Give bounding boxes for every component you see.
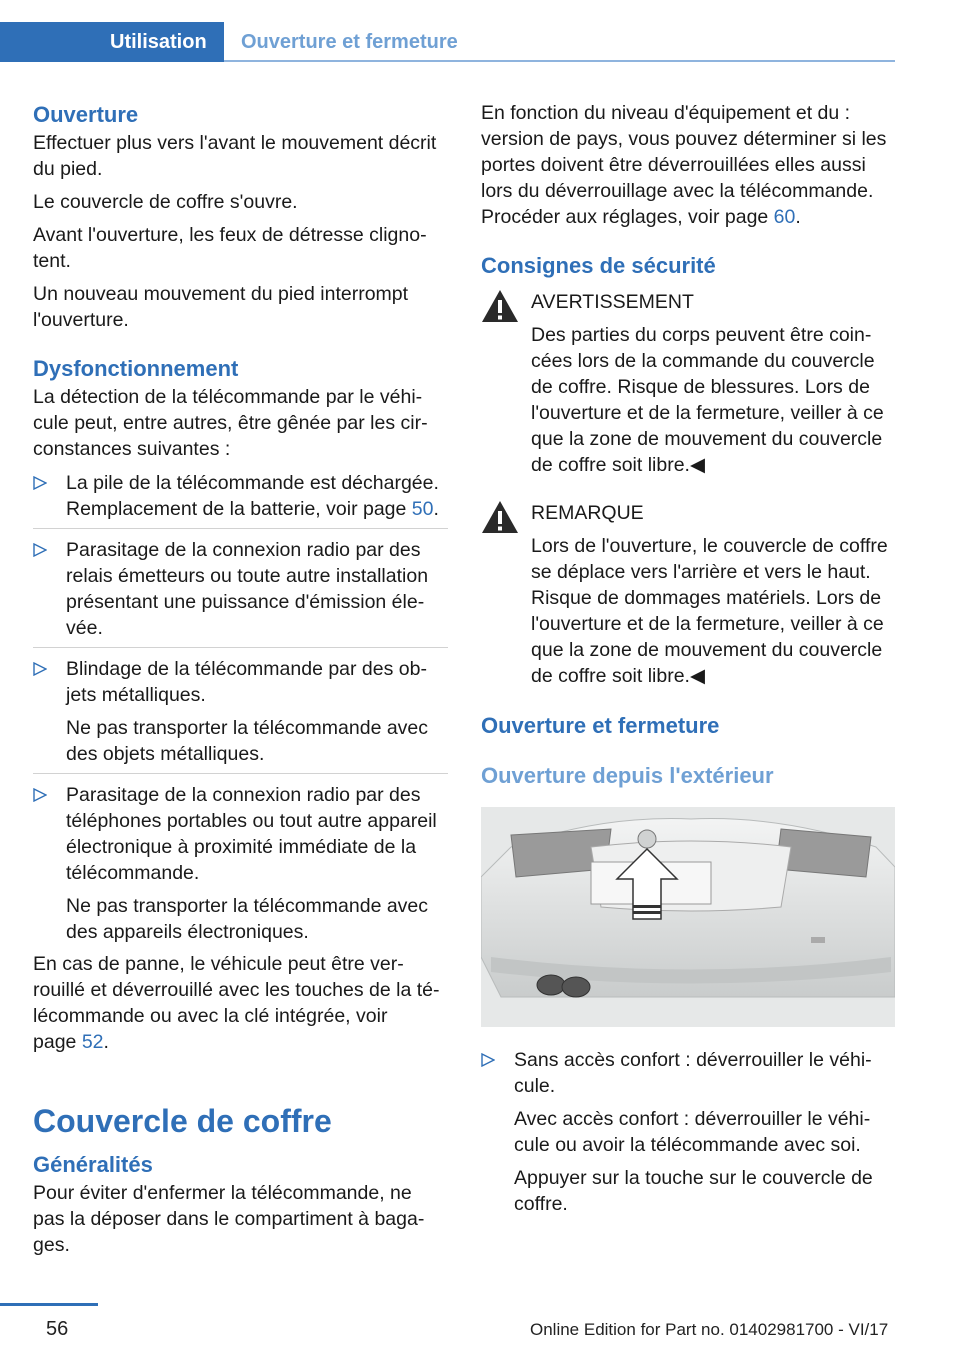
notice-block bbox=[481, 500, 895, 689]
right-column: En fonction du niveau d'équipement et du : version de pays, vous pouvez déterminer si les portes doivent être déverrouillées elles aussi lors du déverrouillage avec la télécommande. Procéder aux réglages, voir page 60. Consignes de sécurité AVERTISSEMENT Des parties du corps peuvent être coincées lors de la commande du couvercle de coffre. Risque de blessures. Lors de l'ouverture et de la fermeture, veiller à ce que la zone de mouvement du couvercle de coffre soit libre.◀ REMARQUE Lors de l'ouverture, le couvercle de coffre se déplace vers l'arrière et vers le haut. Risque de dommages matériels. Lors de l'ouverture et de la fermeture, veiller à ce que la zone de mouvement du couvercle de coffre soit libre.◀ Ouverture et fermeture Ouverture depuis l'extérieur Sans accès confort : déverrouiller le véhicule. Avec accès confort : déverrouiller le véhicule ou avoir la télécommande avec soi. Appuyer sur la touche sur le couvercle de coffre. bbox=[481, 100, 895, 1223]
list-item-text: La pile de la télécommande est déchargée. Remplacement de la batterie, voir page bbox=[66, 472, 439, 520]
page-link-52[interactable]: 52 bbox=[81, 1031, 104, 1053]
step-text: Sans accès confort : déverrouiller le véhicule. bbox=[514, 1049, 872, 1097]
panne-text: En cas de panne, le véhicule peut être verrouillé et déverrouillé avec les touches de la télécommande ou avec la clé intégrée, voir page bbox=[33, 953, 440, 1053]
ouverture-p2: Le couvercle de coffre s'ouvre. bbox=[33, 191, 298, 213]
warning-label: AVERTISSEMENT bbox=[531, 291, 694, 313]
notice-label: REMARQUE bbox=[531, 502, 644, 524]
list-item: La pile de la télécommande est déchargée. Remplacement de la batterie, voir page 50. bbox=[33, 462, 448, 529]
list-item bbox=[481, 1039, 895, 1223]
list-item bbox=[33, 529, 448, 648]
list-item-text: Blindage de la télécommande par des objets métalliques. bbox=[66, 658, 427, 706]
list-item bbox=[33, 774, 448, 951]
couvercle-heading: Couvercle de coffre bbox=[33, 1103, 332, 1139]
warning-icon bbox=[481, 289, 519, 323]
page-header bbox=[0, 22, 895, 62]
footer-rule bbox=[0, 1303, 98, 1306]
dysfonctionnement-intro: La détection de la télécommande par le véhicule peut, entre autres, être gênée par les circonstances suivantes : bbox=[33, 386, 428, 460]
left-column: Ouverture Effectuer plus vers l'avant le mouvement décrit du pied. Le couvercle de coffre s'ouvre. Avant l'ouverture, les feux de détresse clignotent. Un nouveau mouvement du pied interrompt l'ouverture. Dysfonctionnement La détection de la télécommande par le véhicule peut, entre autres, être gênée par les circonstances suivantes : La pile de la télécommande est déchargée. Remplacement de la batterie, voir page 50. Parasitage de la connexion radio par des relais émetteurs ou toute autre installation présentant une puissance d'émission élevée. Blindage de la télécommande par des objets métalliques. Ne pas transporter la télécommande avec des objets métalliques. Parasitage de la connexion radio par des téléphones portables ou tout autre appareil électronique à proximité immédiate de la télécommande. Ne pas transporter la télécommande avec des appareils électroniques. En cas de panne, le véhicule peut être verrouillé et déverrouillé avec les touches de la télécommande ou avec la clé intégrée, voir page 52. Couvercle de coffre Généralités Pour éviter d'enfermer la télécommande, ne pas la déposer dans le compartiment à bagages. bbox=[33, 100, 448, 1258]
list-item-text: Parasitage de la connexion radio par des téléphones portables ou tout autre appareil électronique à proximité immédiate de la télécommande. bbox=[66, 784, 437, 884]
depuis-exterieur-heading: Ouverture depuis l'extérieur bbox=[481, 763, 774, 788]
step-text: Avec accès confort : déverrouiller le véhicule ou avoir la télécommande avec soi. bbox=[514, 1108, 871, 1156]
generalites-text: Pour éviter d'enfermer la télécommande, ne pas la déposer dans le compartiment à bagages. bbox=[33, 1182, 425, 1256]
generalites-heading: Généralités bbox=[33, 1152, 153, 1177]
bullet-triangle-icon bbox=[481, 1053, 495, 1067]
equipment-intro: En fonction du niveau d'équipement et du : version de pays, vous pouvez déterminer si les portes doivent être déverrouillées elles aussi lors du déverrouillage avec la télécommande. Procéder aux réglages, voir page bbox=[481, 102, 887, 228]
topic-tab: Ouverture et fermeture bbox=[241, 31, 458, 53]
step-text: Appuyer sur la touche sur le couvercle de coffre. bbox=[514, 1167, 873, 1215]
warning-icon bbox=[481, 500, 519, 534]
car-trunk-illustration bbox=[481, 807, 895, 1027]
dysfonctionnement-heading: Dysfonctionnement bbox=[33, 356, 239, 381]
ouverture-heading: Ouverture bbox=[33, 102, 139, 127]
list-item-note: Ne pas transporter la télécommande avec des objets métalliques. bbox=[66, 717, 429, 765]
page-number: 56 bbox=[46, 1318, 69, 1340]
bullet-triangle-icon bbox=[33, 788, 47, 802]
warning-block bbox=[481, 289, 895, 478]
notice-text: Lors de l'ouverture, le couvercle de coffre se déplace vers l'arrière et vers le haut. Risque de dommages matériels. Lors de l'ouverture et de la fermeture, veiller à ce que la zone de mouvement du couvercle de coffre soit libre.◀ bbox=[531, 535, 888, 687]
consignes-heading: Consignes de sécurité bbox=[481, 253, 716, 278]
page-link-60[interactable]: 60 bbox=[773, 206, 796, 228]
bullet-triangle-icon bbox=[33, 662, 47, 676]
header-rule bbox=[224, 60, 895, 62]
list-item bbox=[33, 648, 448, 774]
ouverture-p3: Avant l'ouverture, les feux de détresse clignotent. bbox=[33, 224, 427, 272]
list-item-note: Ne pas transporter la télécommande avec des appareils électroniques. bbox=[66, 895, 429, 943]
footer-edition: Online Edition for Part no. 01402981700 - VI/17 bbox=[530, 1320, 889, 1339]
page-link-50[interactable]: 50 bbox=[411, 498, 434, 520]
ouverture-fermeture-heading: Ouverture et fermeture bbox=[481, 713, 720, 738]
section-tab: Utilisation bbox=[0, 22, 224, 62]
bullet-triangle-icon bbox=[33, 476, 47, 490]
warning-text: Des parties du corps peuvent être coincées lors de la commande du couvercle de coffre. Risque de blessures. Lors de l'ouverture et de la fermeture, veiller à ce que la zone de mouvement du couvercle de coffre soit libre.◀ bbox=[531, 324, 884, 476]
ouverture-p4: Un nouveau mouvement du pied interrompt l'ouverture. bbox=[33, 283, 409, 331]
bullet-triangle-icon bbox=[33, 543, 47, 557]
ouverture-p1: Effectuer plus vers l'avant le mouvement décrit du pied. bbox=[33, 132, 437, 180]
car-rear-image bbox=[481, 807, 895, 1027]
list-item-text: Parasitage de la connexion radio par des relais émetteurs ou toute autre installation présentant une puissance d'émission élevée. bbox=[66, 539, 429, 639]
